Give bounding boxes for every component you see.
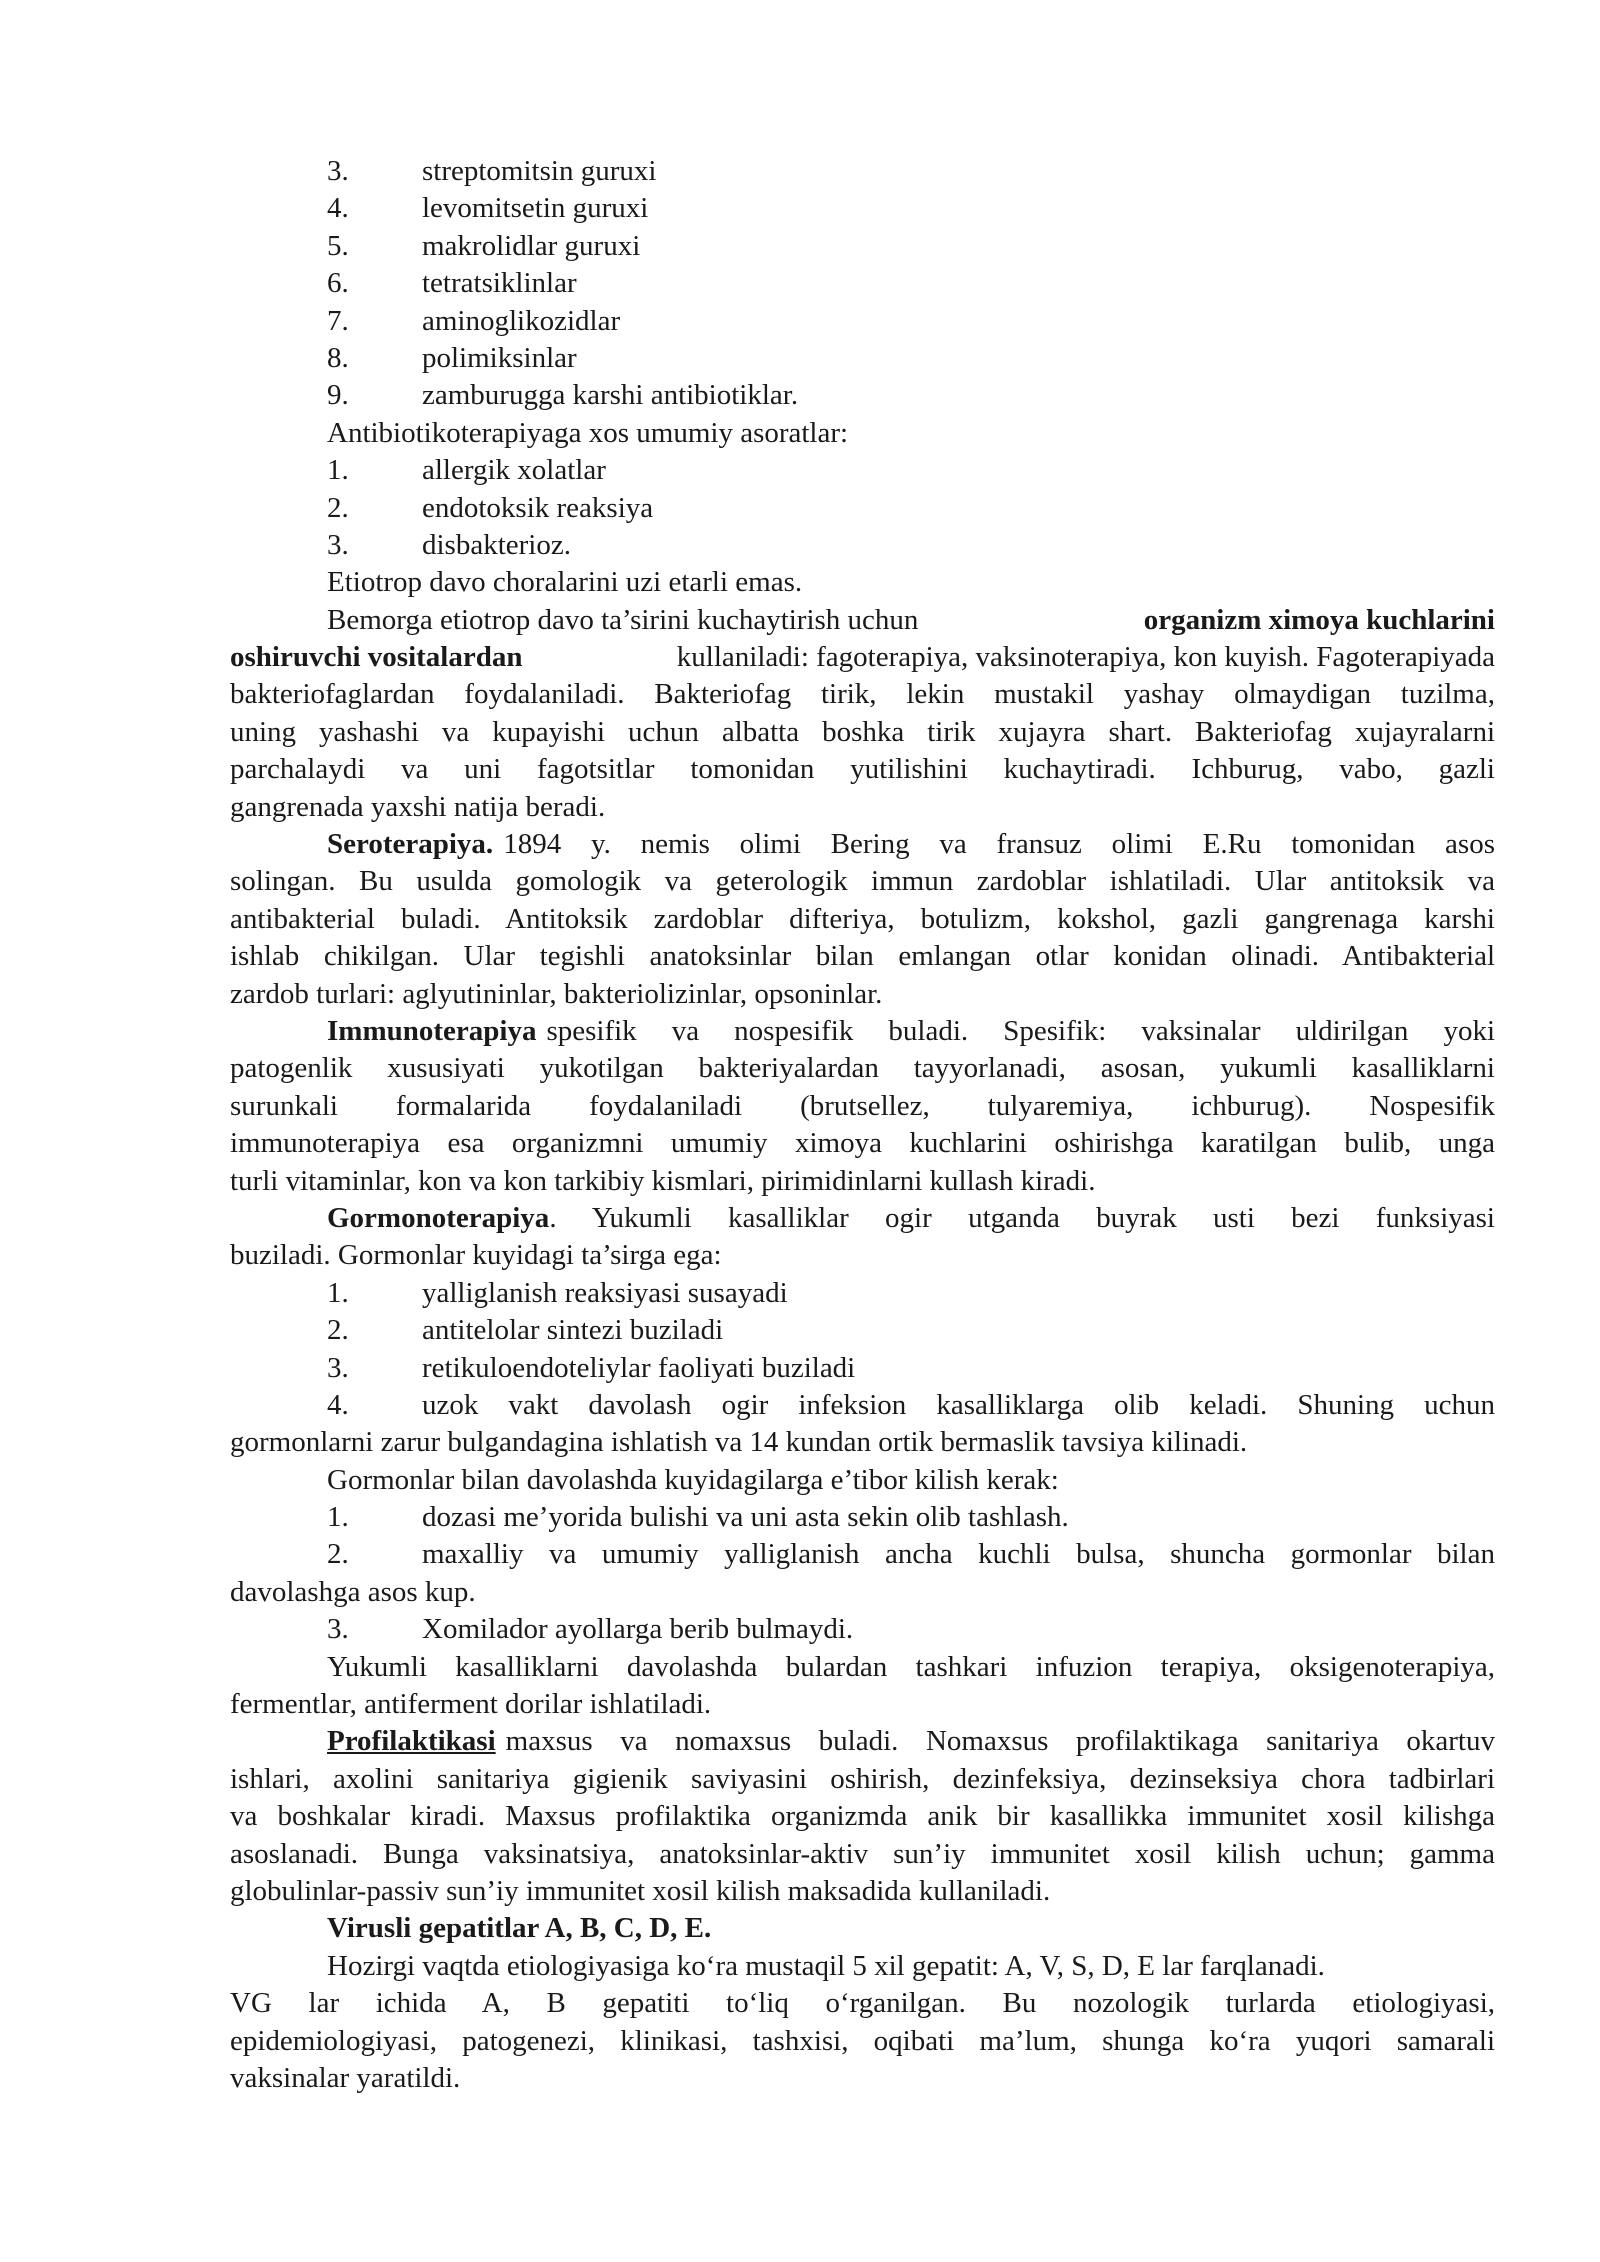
list-item: 3. Xomilador ayollarga berib bulmaydi. xyxy=(327,1613,854,1646)
paragraph-immunoterapiya: Immunoterapiya spesifik va nospesifik buladi. Spesifik: vaksinalar uldirilgan yoki patogenlik xususiyati yukotilgan bakteriyalardan tayyorlanadi, asosan, yukumli kasalliklarni surunkali formalarida foydalaniladi (brutsellez, tulyaremiya, ichburug). Nospesifik immunoterapiya esa organizmni umumiy ximoya kuchlarini oshirishga karatilgan bulib, unga turli vitaminlar, kon va kon tarkibiy kismlari, pirimidinlarni kullash kiradi. xyxy=(230,1014,1495,1197)
list-item: 4. levomitsetin guruxi xyxy=(327,192,649,225)
paragraph-yukumli: Yukumli kasalliklarni davolashda bulardan tashkari infuzion terapiya, oksigenoterapiya, fermentlar, antiferment dorilar ishlatiladi. xyxy=(230,1650,1495,1721)
paragraph-gormonoterapiya: Gormonoterapiya . Yukumli kasalliklar ogir utganda buyrak usti bezi funksiyasi buziladi. Gormonlar kuyidagi ta’sirga ega: xyxy=(230,1201,1495,1272)
list-item: 6. tetratsiklinlar xyxy=(327,267,577,300)
list-item: 8. polimiksinlar xyxy=(327,341,577,374)
list-item: 5. makrolidlar guruxi xyxy=(327,229,641,262)
list-item: 7. aminoglikozidlar xyxy=(327,304,621,337)
list-item: 3. streptomitsin guruxi xyxy=(327,155,657,187)
section-title: Seroterapiya. xyxy=(327,828,494,861)
document-page xyxy=(230,153,1495,2097)
paragraph-seroterapiya: Seroterapiya. 1894 y. nemis olimi Bering va fransuz olimi E.Ru tomonidan asos solingan. Bu usulda gomologik va geterologik immun zardoblar ishlatiladi. Ular antitoksik va antibakterial buladi. Antitoksik zardoblar difteriya, botulizm, kokshol, gazli gangrenaga karshi ishlab chikilgan. Ular tegishli anatoksinlar bilan emlangan otlar konidan olinadi. Antibakterial zardob turlari: aglyutininlar, bakteriolizinlar, opsoninlar. xyxy=(230,828,1495,1010)
list-item: 4. uzok vakt davolash ogir infeksion kasalliklarga olib keladi. Shuning uchun gormonlarni zarur bulgandagina ishlatish va 14 kundan ortik bermaslik tavsiya kilinadi. xyxy=(230,1388,1495,1459)
paragraph-bemorga: Bemorga etiotrop davo ta’sirini kuchaytirish uchun organizm ximoya kuchlarini oshiruvchi vositalardan kullaniladi: fagoterapiya, vaksinoterapiya, kon kuyish. Fagoterapiyada bakteriofaglardan foydalaniladi. Bakteriofag tirik, lekin mustakil yashay olmaydigan tuzilma, uning yashashi va kupayishi uchun albatta boshka tirik xujayra shart. Bakteriofag xujayralarni parchalaydi va uni fagotsitlar tomonidan yutilishini kuchaytiradi. Ichburug, vabo, gazli gangrenada yaxshi natija beradi. xyxy=(230,603,1495,823)
complications-heading: Antibiotikoterapiyaga xos umumiy asoratlar: xyxy=(327,416,849,449)
list-item: 1. yalliglanish reaksiyasi susayadi xyxy=(327,1276,788,1309)
list-item: 3. retikuloendoteliylar faoliyati buziladi xyxy=(327,1351,856,1384)
list-item: 2. endotoksik reaksiya xyxy=(327,491,654,524)
etiotrop-line: Etiotrop davo choralarini uzi etarli emas. xyxy=(327,566,803,599)
list-item: 2. maxalliy va umumiy yalliglanish ancha kuchli bulsa, shuncha gormonlar bilan davolashga asos kup. xyxy=(230,1538,1495,1608)
paragraph-profilaktikasi: Profilaktikasi maxsus va nomaxsus buladi. Nomaxsus profilaktikaga sanitariya okartuv ishlari, axolini sanitariya gigienik saviyasini oshirish, dezinfeksiya, dezinseksiya chora tadbirlari va boshkalar kiradi. Maxsus profilaktika organizmda anik bir kasallikka immunitet xosil kilishga asoslanadi. Bunga vaksinatsiya, anatoksinlar-aktiv sun’iy immunitet xosil kilish uchun; gamma globulinlar-passiv sun’iy immunitet xosil kilish maksadida kullaniladi. xyxy=(230,1725,1495,1907)
section-title: Profilaktikasi xyxy=(327,1725,496,1758)
paragraph-hozirgi: Hozirgi vaqtda etiologiyasiga ko‘ra mustaqil 5 xil gepatit: A, V, S, D, E lar farqlanadi. VG lar ichida A, B gepatiti to‘liq o‘rganilgan. Bu nozologik turlarda etiologiyasi, epidemiologiyasi, patogenezi, klinikasi, tashxisi, oqibati ma’lum, shunga ko‘ra yuqori samarali vaksinalar yaratildi. xyxy=(230,1949,1495,2094)
list-item: 9. zamburugga karshi antibiotiklar. xyxy=(327,379,799,412)
section-title: Gormonoterapiya xyxy=(327,1201,550,1234)
list-item: 1. allergik xolatlar xyxy=(327,454,606,487)
attention-heading: Gormonlar bilan davolashda kuyidagilarga e’tibor kilish kerak: xyxy=(327,1463,1059,1496)
list-item: 3. disbakterioz. xyxy=(327,528,571,561)
hepatitis-heading: Virusli gepatitlar A, B, C, D, E. xyxy=(327,1912,712,1945)
section-title: Immunoterapiya xyxy=(327,1014,537,1047)
list-item: 1. dozasi me’yorida bulishi va uni asta sekin olib tashlash. xyxy=(327,1501,1069,1534)
list-item: 2. antitelolar sintezi buziladi xyxy=(327,1314,724,1347)
